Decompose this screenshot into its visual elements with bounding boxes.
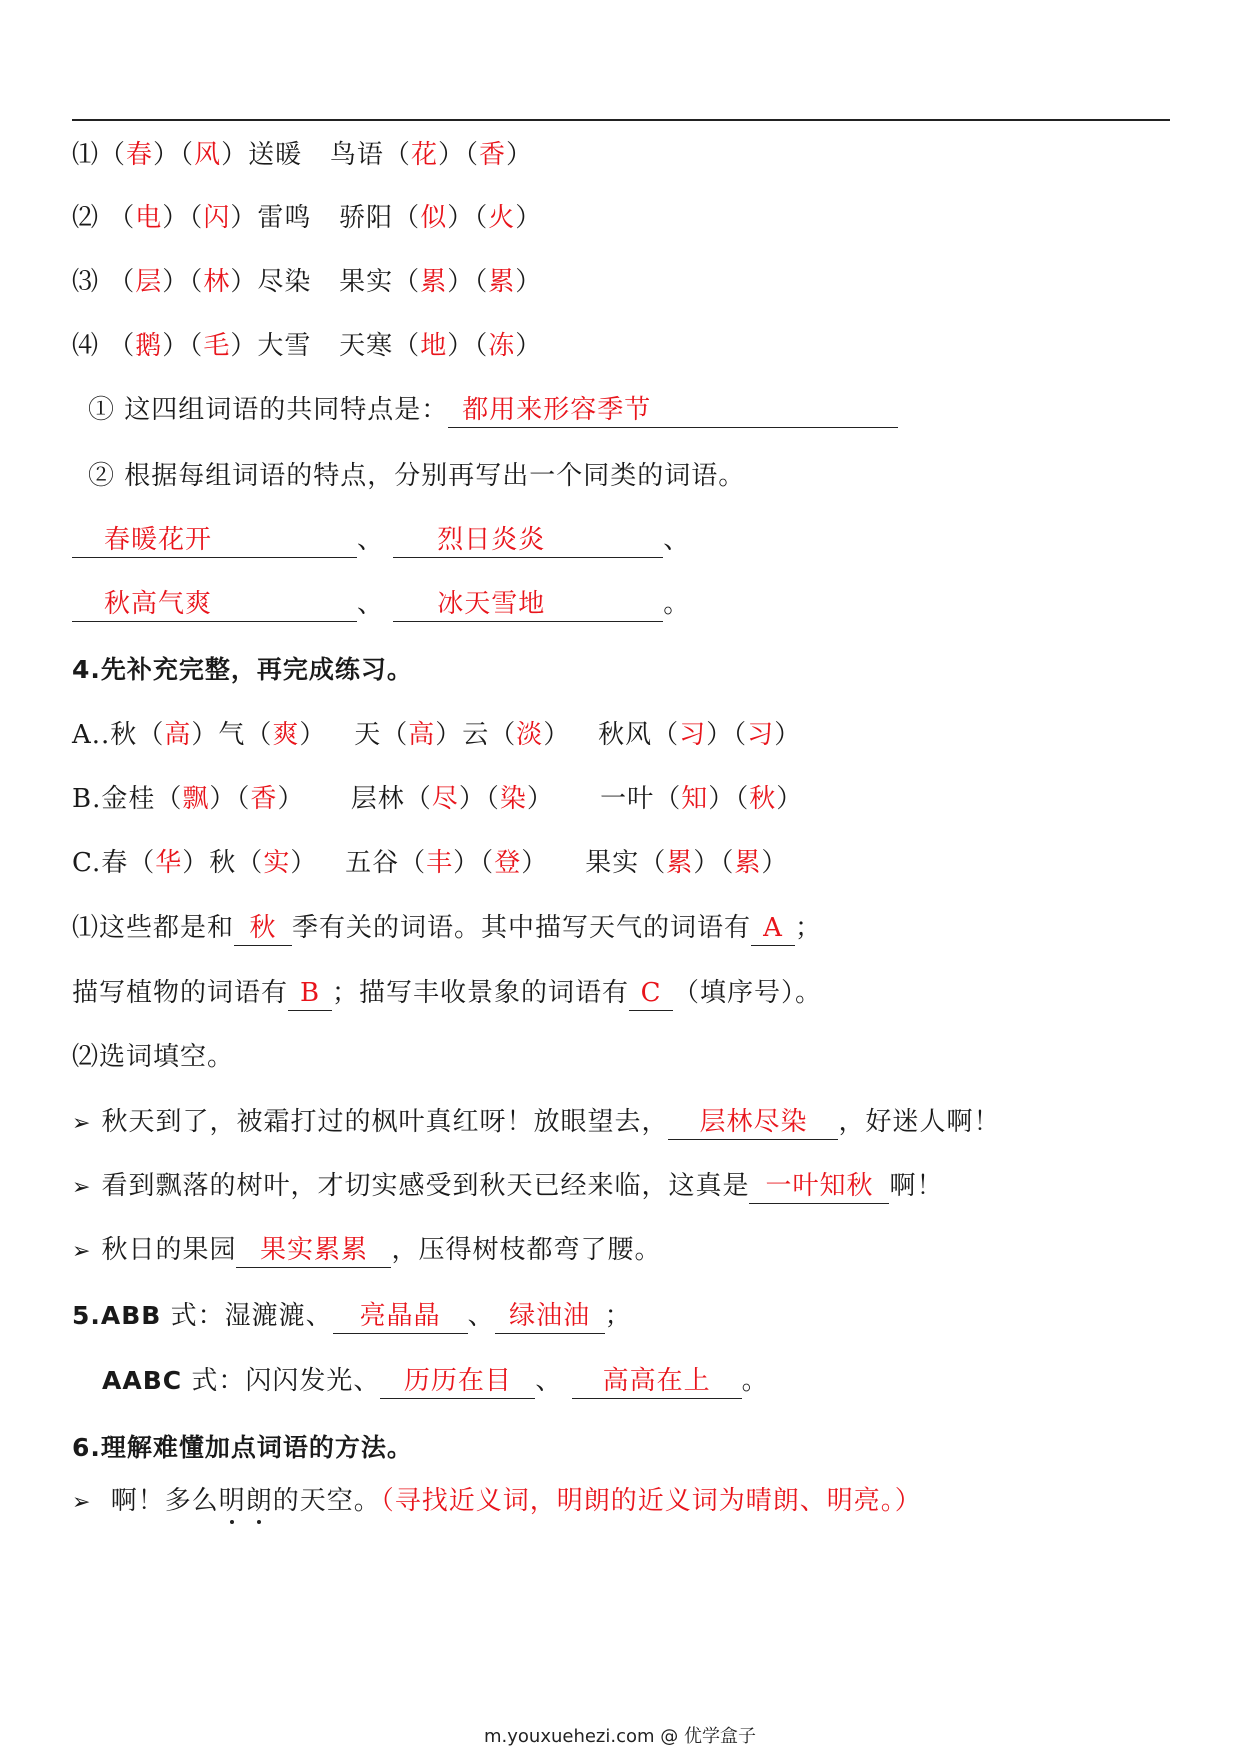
similar-words-row-1: 春暖花开 、 烈日炎炎 、	[72, 520, 690, 560]
arrow-bullet-icon: ➢	[72, 1175, 92, 1200]
answer-common-feature: 都用来形容季节	[462, 395, 652, 425]
row-a: A..秋（高）气（爽） 天（高）云（淡） 秋风（习）（习）	[72, 720, 802, 750]
similar-words-row-2: 秋高气爽 、 冰天雪地 。	[72, 584, 690, 624]
question-common-feature: ① 这四组词语的共同特点是： 都用来形容季节	[88, 390, 898, 430]
group-row-1: ⑴（春）（风）送暖 鸟语（花）（香）	[72, 140, 533, 170]
row-c: C.春（华）秋（实） 五谷（丰）（登） 果实（累）（累）	[72, 848, 789, 878]
top-rule	[72, 119, 1170, 121]
section-5-abb: 5.ABB 式：湿漉漉、 亮晶晶 、 绿油油 ；	[72, 1296, 632, 1336]
section-6-title: 6.理解难懂加点词语的方法。	[72, 1433, 413, 1462]
arrow-bullet-icon: ➢	[72, 1490, 92, 1515]
section-4-q2: ⑵选词填空。	[72, 1042, 235, 1072]
section-4-title: 4.先补充完整，再完成练习。	[72, 655, 413, 684]
arrow-bullet-icon: ➢	[72, 1239, 92, 1264]
fill-sentence-2: ➢ 看到飘落的树叶，才切实感受到秋天已经来临，这真是 一叶知秋 啊！	[72, 1166, 943, 1206]
footer-watermark: m.youxuehezi.com @ 优学盒子	[483, 1726, 756, 1747]
fill-sentence-3: ➢ 秋日的果园 果实累累 ，压得树枝都弯了腰。	[72, 1230, 661, 1270]
arrow-bullet-icon: ➢	[72, 1111, 92, 1136]
row-b: B.金桂（飘）（香） 层林（尽）（染） 一叶（知）（秋）	[72, 784, 804, 814]
section-5-aabc: AABC 式：闪闪发光、 历历在目 、 高高在上 。	[102, 1361, 769, 1401]
section-4-q1-line2: 描写植物的词语有 B ；描写丰收景象的词语有 C （填序号）。	[72, 973, 822, 1013]
question-write-similar: ② 根据每组词语的特点，分别再写出一个同类的词语。	[88, 461, 746, 491]
section-6-example: ➢ 啊！多么明朗的天空。（寻找近义词，明朗的近义词为晴朗、明亮。）	[72, 1486, 922, 1516]
section-4-q1-line1: ⑴这些都是和 秋 季有关的词语。其中描写天气的词语有 A ；	[72, 908, 822, 948]
fill-sentence-1: ➢ 秋天到了，被霜打过的枫叶真红呀！放眼望去， 层林尽染 ，好迷人啊！	[72, 1102, 1000, 1142]
group-row-3: ⑶ （层）（林）尽染 果实（累）（累）	[72, 267, 543, 297]
group-row-4: ⑷ （鹅）（毛）大雪 天寒（地）（冻）	[72, 331, 543, 361]
group-row-2: ⑵ （电）（闪）雷鸣 骄阳（似）（火）	[72, 203, 543, 233]
